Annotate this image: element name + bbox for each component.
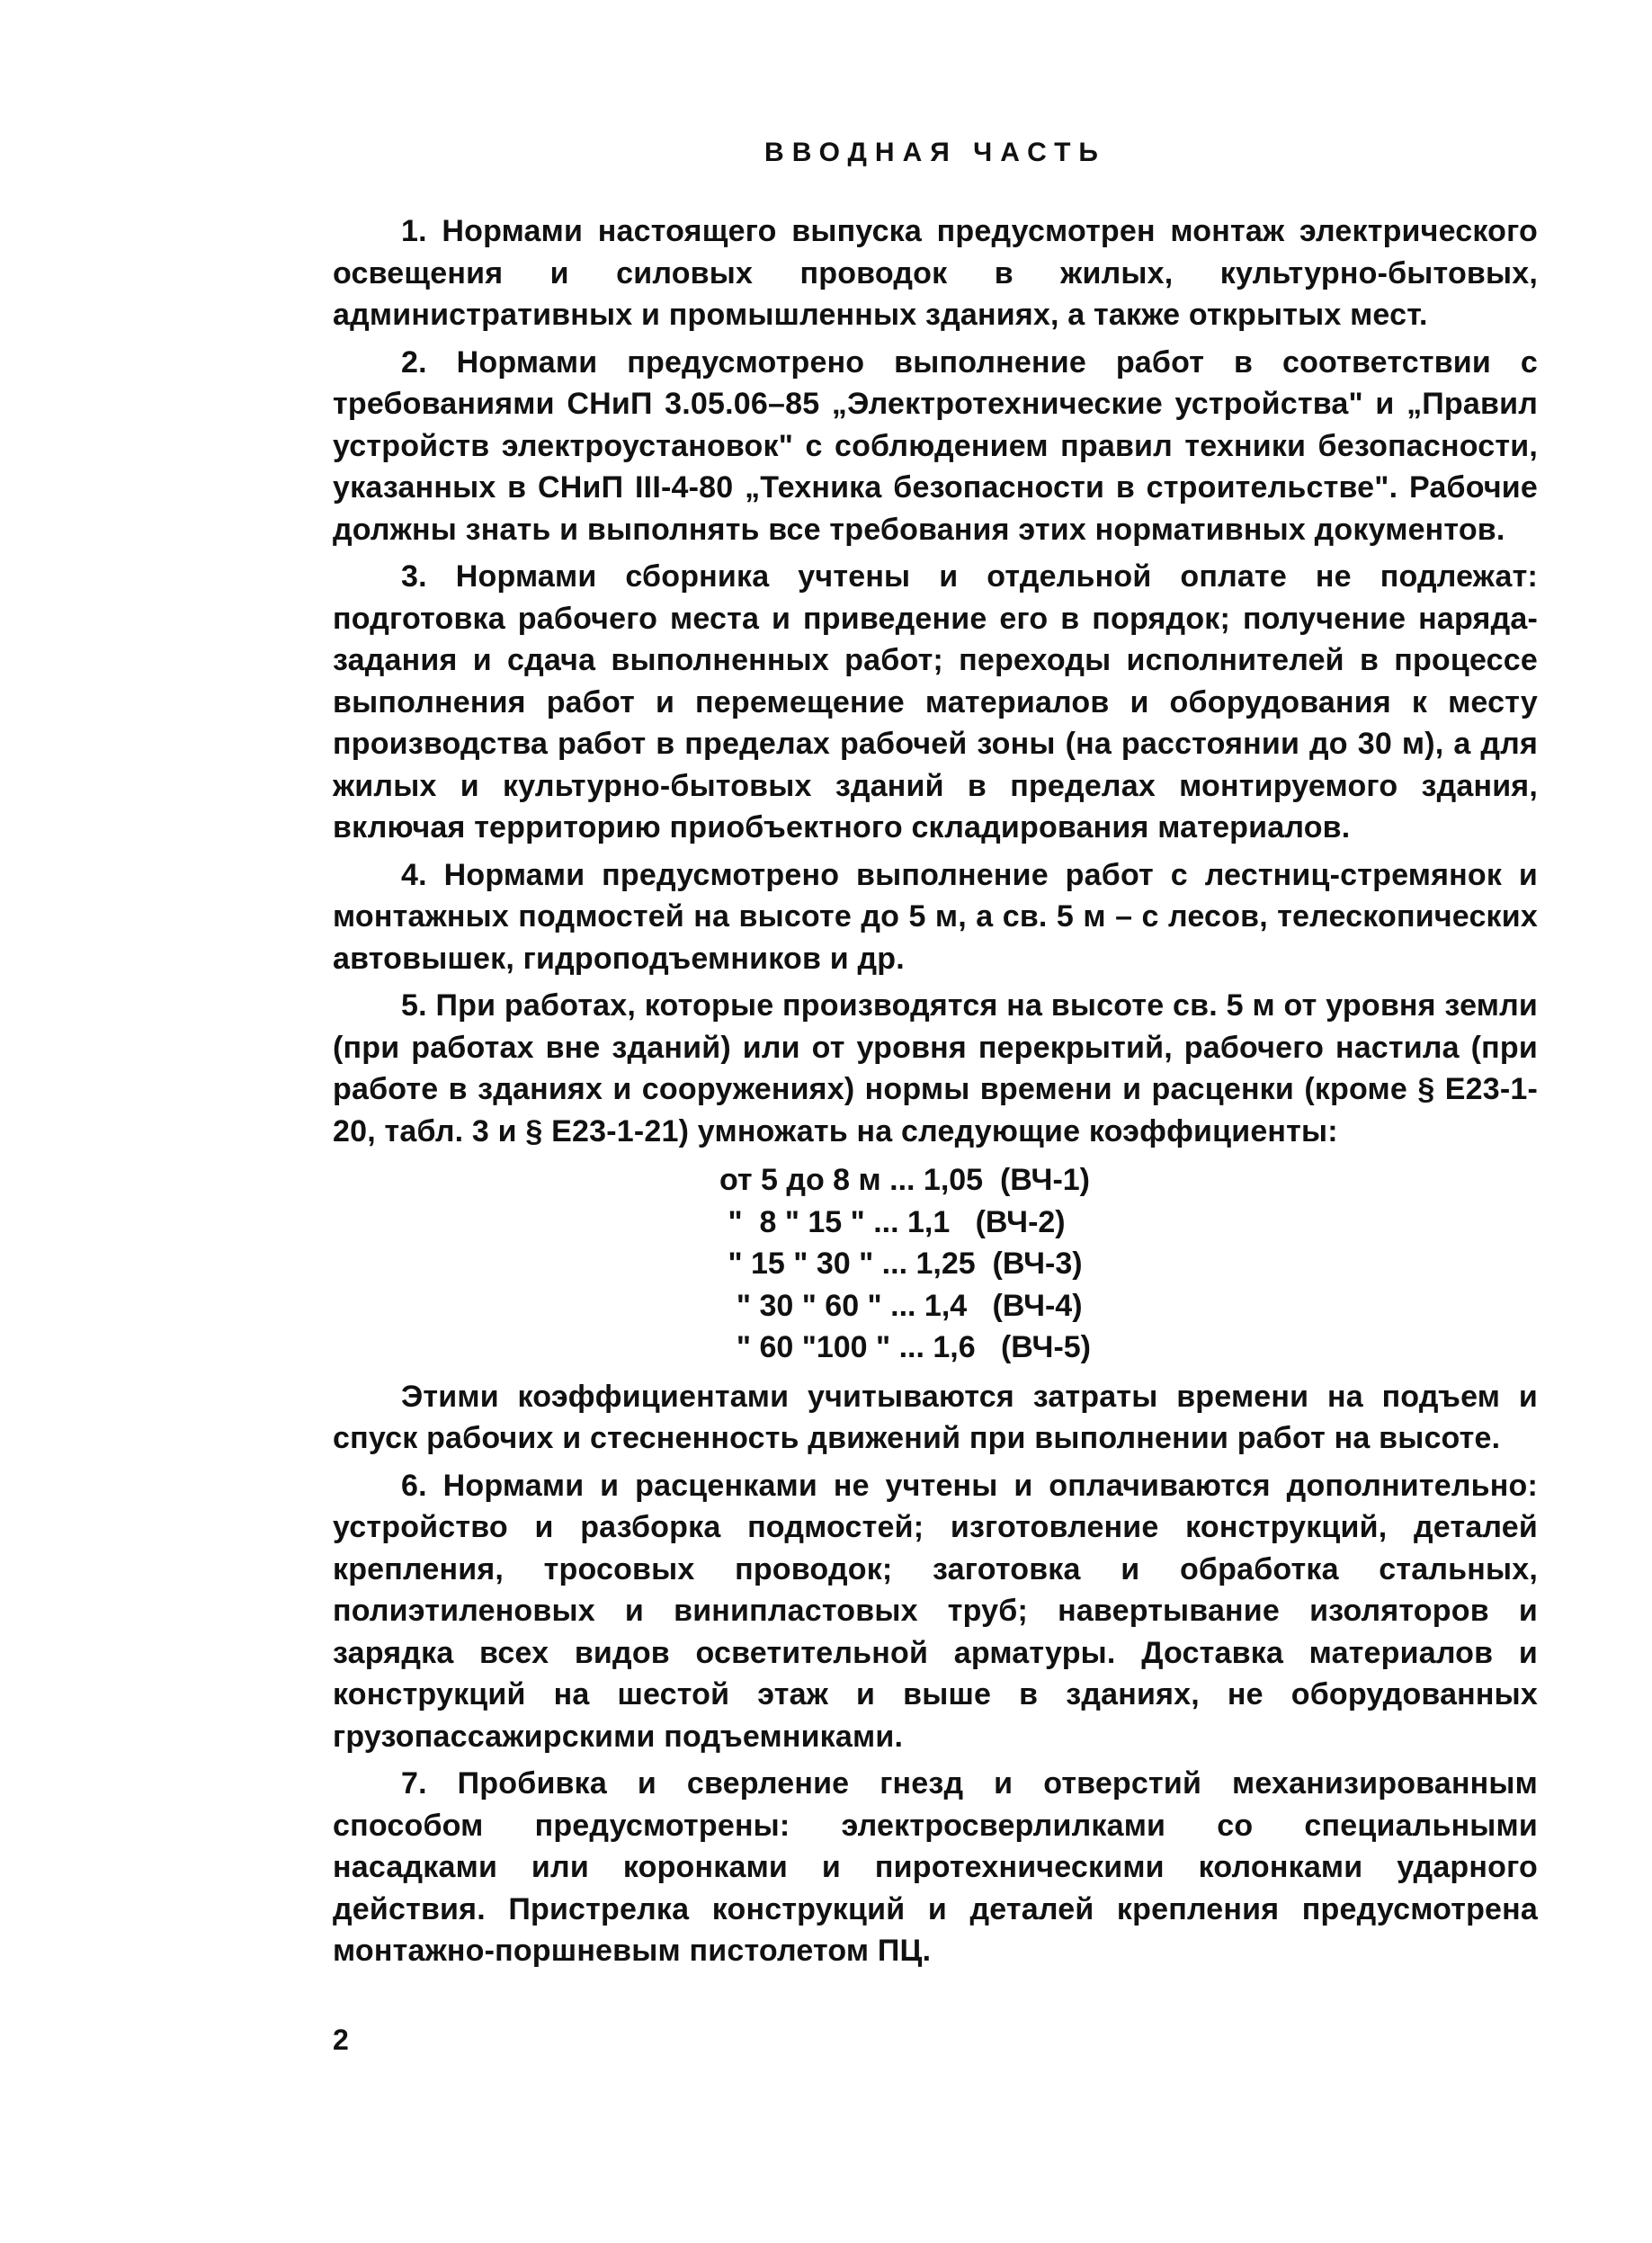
paragraph-3: 3. Нормами сборника учтены и отдельной оплате не подлежат: подготовка рабочего места и приведение его в порядок; получение наряда-задания и сдача выполненных работ; переходы исполнителей в процессе выполнения работ и перемещение материалов и оборудования к месту производства работ в пределах рабочей зоны (на расстоянии до 30 м), а для жилых и культурно-бытовых зданий в пределах монтируемого здания, включая территорию приобъектного складирования материалов. bbox=[333, 559, 1538, 844]
height-coefficients-list bbox=[719, 1159, 1538, 1369]
section-heading: ВВОДНАЯ ЧАСТЬ bbox=[764, 138, 1106, 167]
coefficient-row: " 30 " 60 " ... 1,4 (ВЧ-4) bbox=[719, 1288, 1083, 1323]
coefficient-row: " 60 "100 " ... 1,6 (ВЧ-5) bbox=[719, 1330, 1091, 1364]
paragraph-coefficients-note: Этими коэффициентами учитываются затраты времени на подъем и спуск рабочих и стесненность движений при выполнении работ на высоте. bbox=[333, 1379, 1538, 1455]
coefficient-row: " 15 " 30 " ... 1,25 (ВЧ-3) bbox=[719, 1247, 1083, 1281]
page-number: 2 bbox=[333, 2024, 349, 2056]
coefficient-row: " 8 " 15 " ... 1,1 (ВЧ-2) bbox=[719, 1204, 1066, 1239]
paragraph-5: 5. При работах, которые производятся на высоте св. 5 м от уровня земли (при работах вне зданий) или от уровня перекрытий, рабочего настила (при работе в зданиях и сооружениях) нормы времени и расценки (кроме § Е23-1-20, табл. 3 и § Е23-1-21) умножать на следующие коэффициенты: bbox=[333, 988, 1538, 1148]
paragraph-1: 1. Нормами настоящего выпуска предусмотрен монтаж электрического освещения и силовых проводок в жилых, культурно-бытовых, административных и промышленных зданиях, а также открытых мест. bbox=[333, 214, 1538, 332]
paragraph-6: 6. Нормами и расценками не учтены и оплачиваются дополнительно: устройство и разборка подмостей; изготовление конструкций, деталей крепления, тросовых проводок; заготовка и обработка стальных, полиэтиленовых и винипластовых труб; навертывание изоляторов и зарядка всех видов осветительной арматуры. Доставка материалов и конструкций на шестой этаж и выше в зданиях, не оборудованных грузопассажирскими подъемниками. bbox=[333, 1468, 1538, 1754]
paragraph-2: 2. Нормами предусмотрено выполнение работ в соответствии с требованиями СНиП 3.05.06–85 „Электротехнические устройства" и „Правил устройств электроустановок" с соблюдением правил техники безопасности, указанных в СНиП III-4-80 „Техника безопасности в строительстве". Рабочие должны знать и выполнять все требования этих нормативных документов. bbox=[333, 344, 1538, 547]
coefficient-row: от 5 до 8 м ... 1,05 (ВЧ-1) bbox=[719, 1163, 1091, 1197]
paragraph-7: 7. Пробивка и сверление гнезд и отверстий механизированным способом предусмотрены: электросверлилками со специальными насадками или коронками и пиротехническими колонками ударного действия. Пристрелка конструкций и деталей крепления предусмотрена монтажно-поршневым пистолетом ПЦ. bbox=[333, 1766, 1538, 1968]
document-page bbox=[333, 135, 1538, 2203]
paragraph-4: 4. Нормами предусмотрено выполнение работ с лестниц-стремянок и монтажных подмостей на высоте до 5 м, а св. 5 м – с лесов, телескопических автовышек, гидроподъемников и др. bbox=[333, 857, 1538, 976]
